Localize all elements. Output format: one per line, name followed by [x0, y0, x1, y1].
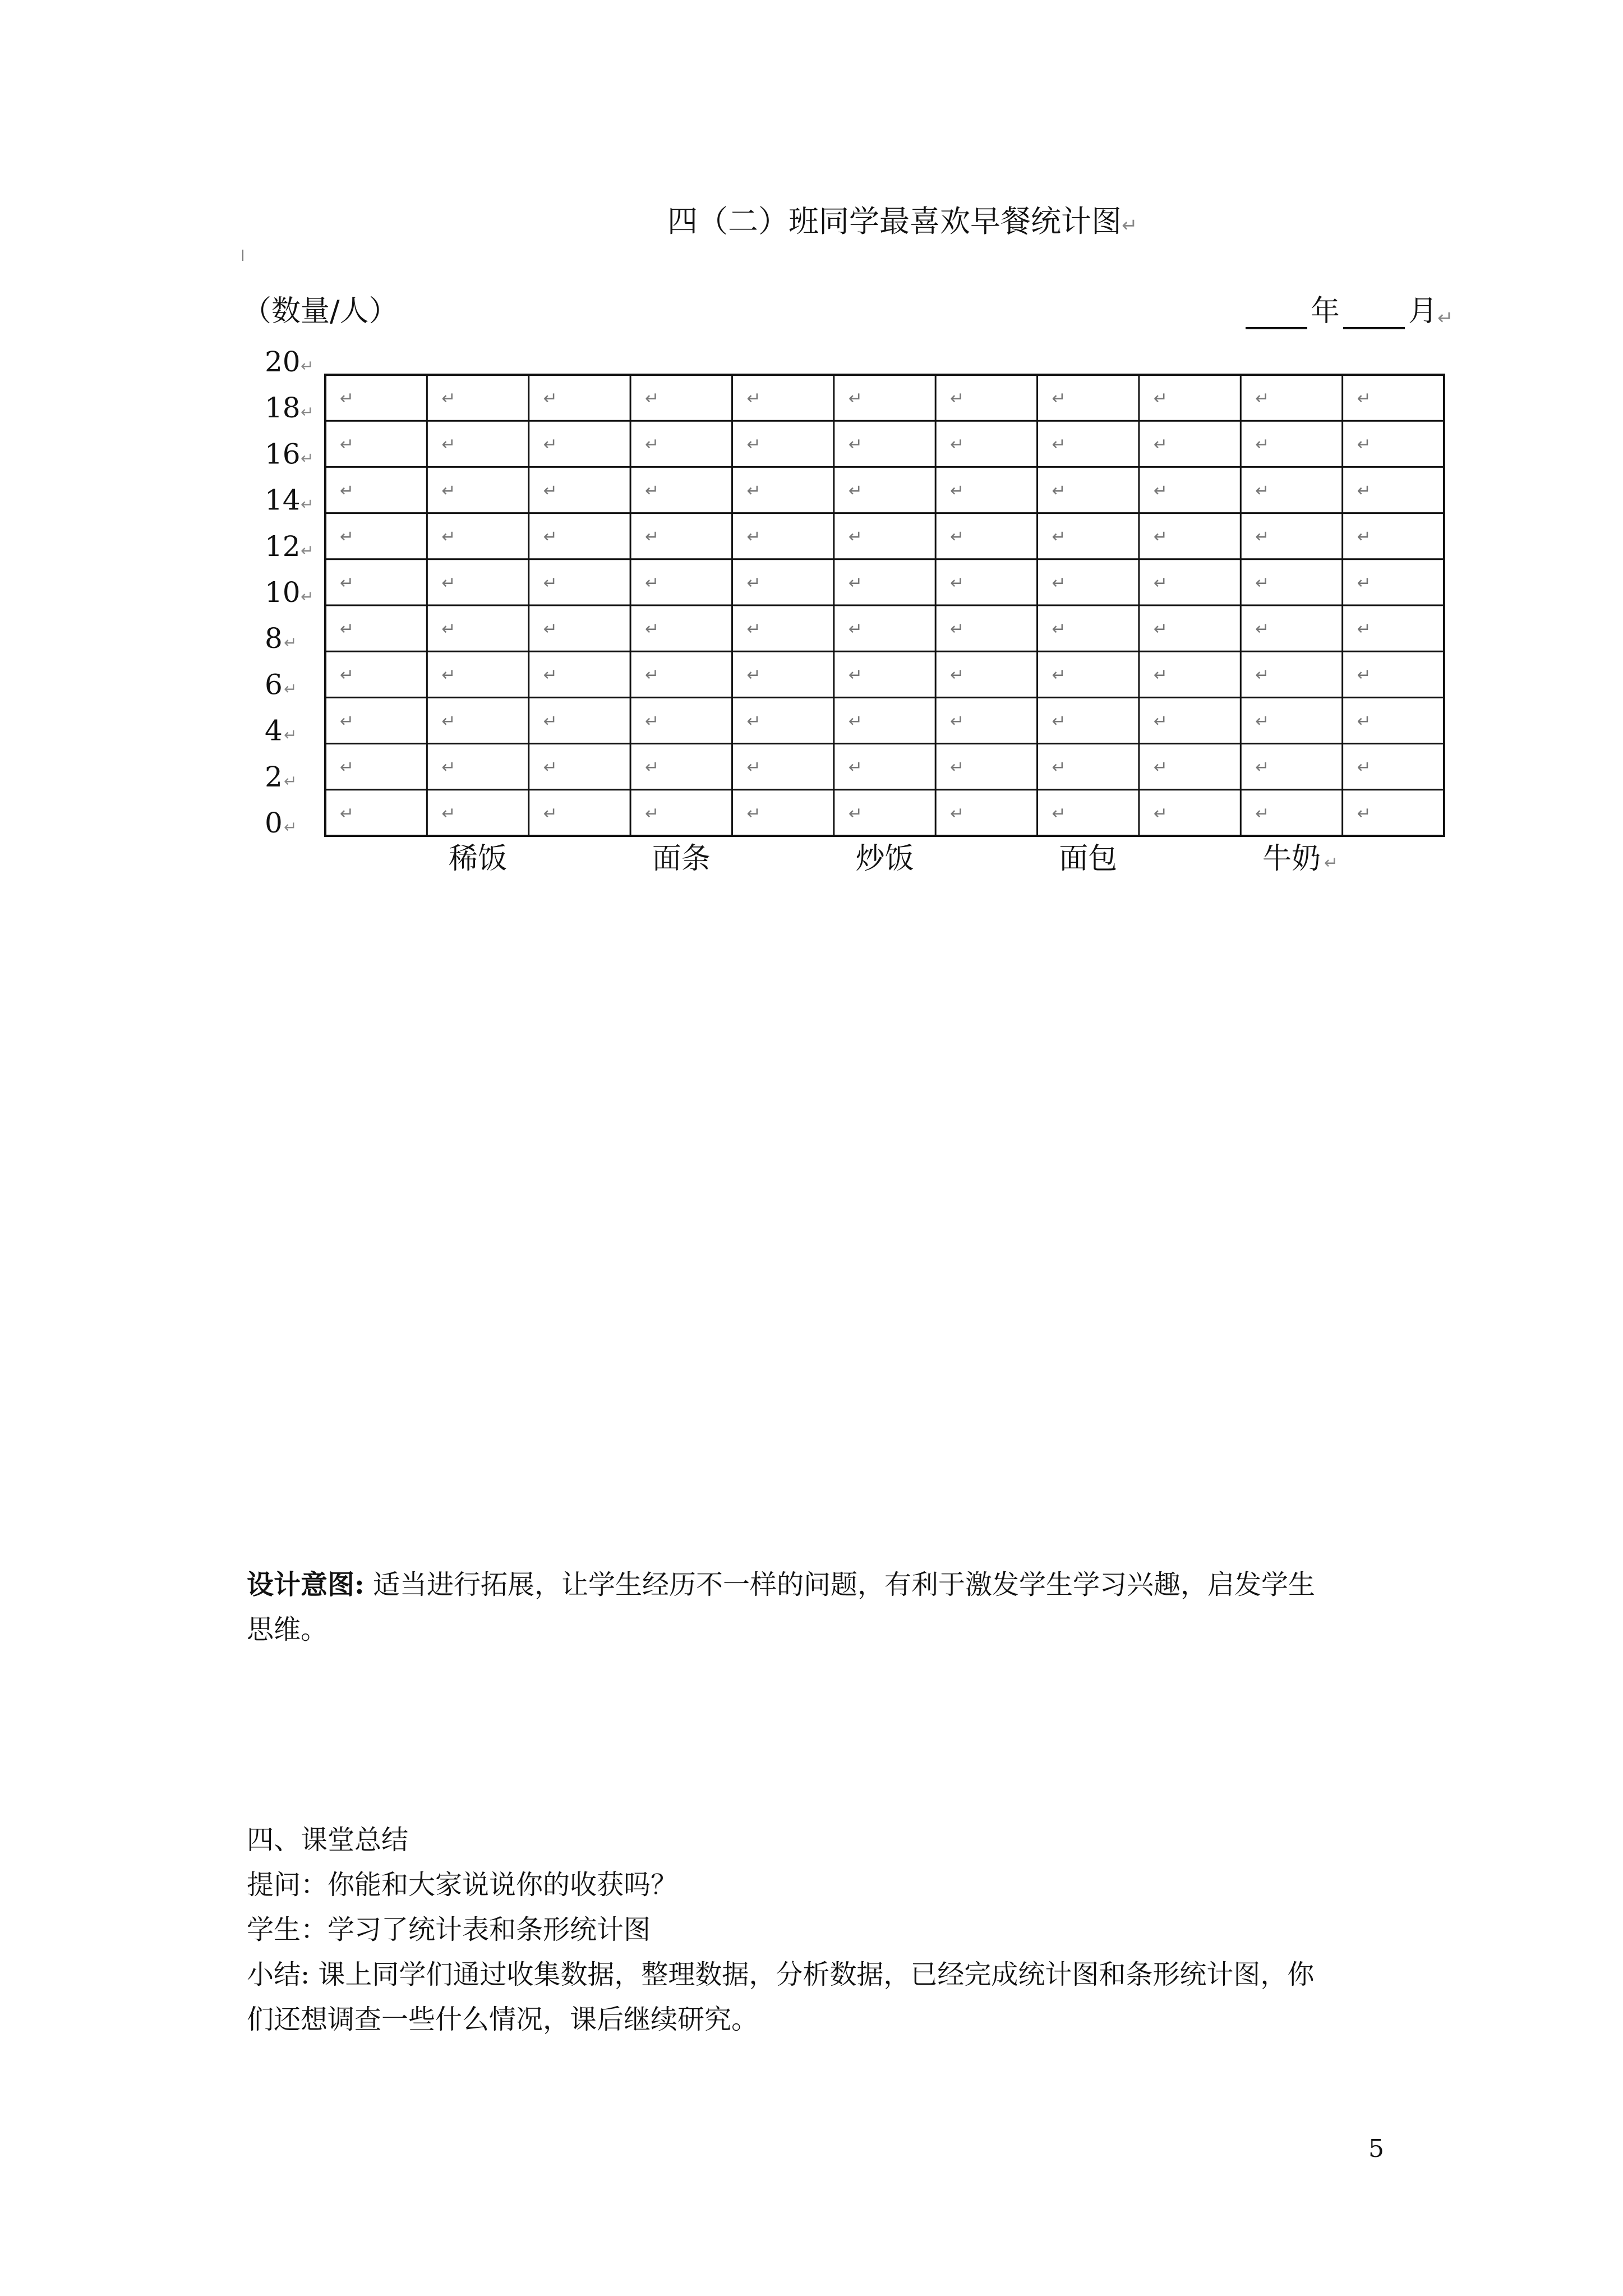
cell-paragraph-mark-icon: ↵: [1153, 665, 1168, 685]
cell-paragraph-mark-icon: ↵: [543, 527, 557, 547]
cell-paragraph-mark-icon: ↵: [848, 757, 863, 777]
cell-paragraph-mark-icon: ↵: [848, 803, 863, 823]
tick-paragraph-mark-icon: ↵: [301, 495, 314, 514]
summary-conclusion-line2: 们还想调查一些什么情况，课后继续研究。: [247, 2004, 759, 2035]
cell-paragraph-mark-icon: ↵: [1255, 481, 1270, 501]
cell-paragraph-mark-icon: ↵: [1255, 389, 1270, 408]
cell-paragraph-mark-icon: ↵: [746, 757, 761, 777]
cell-paragraph-mark-icon: ↵: [441, 757, 456, 777]
y-tick-label: 20: [265, 346, 301, 378]
cell-paragraph-mark-icon: ↵: [848, 389, 863, 408]
y-tick-label: 12: [265, 530, 301, 563]
cell-paragraph-mark-icon: ↵: [543, 711, 557, 731]
y-tick-label: 16: [265, 438, 301, 471]
cell-paragraph-mark-icon: ↵: [543, 803, 557, 823]
cell-paragraph-mark-icon: ↵: [950, 803, 965, 823]
cell-paragraph-mark-icon: ↵: [1255, 757, 1270, 777]
tick-paragraph-mark-icon: ↵: [301, 403, 314, 422]
cell-paragraph-mark-icon: ↵: [340, 481, 354, 501]
cell-paragraph-mark-icon: ↵: [1153, 757, 1168, 777]
cell-paragraph-mark-icon: ↵: [1357, 481, 1371, 501]
cell-paragraph-mark-icon: ↵: [1052, 435, 1066, 455]
cell-paragraph-mark-icon: ↵: [645, 527, 660, 547]
design-intent-label: 设计意图:: [247, 1569, 365, 1600]
cell-paragraph-mark-icon: ↵: [1153, 619, 1168, 639]
cell-paragraph-mark-icon: ↵: [543, 435, 557, 455]
cell-paragraph-mark-icon: ↵: [1153, 389, 1168, 408]
date-fill-line: [1242, 287, 1454, 329]
cell-paragraph-mark-icon: ↵: [746, 711, 761, 731]
cell-paragraph-mark-icon: ↵: [543, 757, 557, 777]
x-category-label: 牛奶: [1262, 842, 1321, 876]
cell-paragraph-mark-icon: ↵: [543, 573, 557, 593]
tick-paragraph-mark-icon: ↵: [284, 818, 297, 836]
cell-paragraph-mark-icon: ↵: [340, 619, 354, 639]
cell-paragraph-mark-icon: ↵: [1357, 711, 1371, 731]
cell-paragraph-mark-icon: ↵: [950, 481, 965, 501]
cell-paragraph-mark-icon: ↵: [848, 619, 863, 639]
month-blank: [1343, 298, 1405, 329]
cell-paragraph-mark-icon: ↵: [1153, 573, 1168, 593]
page-number: 5: [1368, 2134, 1384, 2163]
cell-paragraph-mark-icon: ↵: [1153, 481, 1168, 501]
cell-paragraph-mark-icon: ↵: [645, 619, 660, 639]
cell-paragraph-mark-icon: ↵: [1153, 711, 1168, 731]
cursor-mark: [242, 250, 243, 261]
cell-paragraph-mark-icon: ↵: [1052, 665, 1066, 685]
cell-paragraph-mark-icon: ↵: [340, 711, 354, 731]
cell-paragraph-mark-icon: ↵: [848, 665, 863, 685]
cell-paragraph-mark-icon: ↵: [1255, 435, 1270, 455]
summary-student: 学生：学习了统计表和条形统计图: [247, 1914, 651, 1945]
y-tick-label: 4: [265, 714, 283, 747]
cell-paragraph-mark-icon: ↵: [1255, 573, 1270, 593]
cell-paragraph-mark-icon: ↵: [1255, 803, 1270, 823]
year-blank: [1246, 298, 1307, 329]
cell-paragraph-mark-icon: ↵: [441, 389, 456, 408]
cell-paragraph-mark-icon: ↵: [950, 527, 965, 547]
cell-paragraph-mark-icon: ↵: [746, 435, 761, 455]
cell-paragraph-mark-icon: ↵: [340, 573, 354, 593]
cell-paragraph-mark-icon: ↵: [1357, 435, 1371, 455]
cell-paragraph-mark-icon: ↵: [340, 757, 354, 777]
cell-paragraph-mark-icon: ↵: [1357, 527, 1371, 547]
category-paragraph-mark-icon: ↵: [1324, 853, 1339, 873]
tick-paragraph-mark-icon: ↵: [284, 725, 297, 744]
month-label: 月: [1408, 295, 1438, 328]
x-category-label: 面条: [652, 842, 711, 876]
y-tick-label: 10: [265, 576, 301, 609]
y-axis-unit-label: （数量/人）: [242, 295, 398, 328]
cell-paragraph-mark-icon: ↵: [340, 435, 354, 455]
cell-paragraph-mark-icon: ↵: [950, 711, 965, 731]
cell-paragraph-mark-icon: ↵: [1153, 803, 1168, 823]
tick-paragraph-mark-icon: ↵: [284, 771, 297, 790]
cell-paragraph-mark-icon: ↵: [1357, 757, 1371, 777]
cell-paragraph-mark-icon: ↵: [950, 619, 965, 639]
cell-paragraph-mark-icon: ↵: [1255, 665, 1270, 685]
cell-paragraph-mark-icon: ↵: [645, 435, 660, 455]
cell-paragraph-mark-icon: ↵: [1052, 803, 1066, 823]
cell-paragraph-mark-icon: ↵: [441, 619, 456, 639]
tick-paragraph-mark-icon: ↵: [301, 357, 314, 375]
cell-paragraph-mark-icon: ↵: [746, 619, 761, 639]
tick-paragraph-mark-icon: ↵: [301, 587, 314, 606]
cell-paragraph-mark-icon: ↵: [1052, 527, 1066, 547]
cell-paragraph-mark-icon: ↵: [1153, 435, 1168, 455]
cell-paragraph-mark-icon: ↵: [645, 573, 660, 593]
cell-paragraph-mark-icon: ↵: [746, 527, 761, 547]
cell-paragraph-mark-icon: ↵: [543, 665, 557, 685]
cell-paragraph-mark-icon: ↵: [1052, 481, 1066, 501]
x-category-label: 面包: [1059, 842, 1118, 876]
cell-paragraph-mark-icon: ↵: [1052, 757, 1066, 777]
cell-paragraph-mark-icon: ↵: [1153, 527, 1168, 547]
cell-paragraph-mark-icon: ↵: [746, 573, 761, 593]
cell-paragraph-mark-icon: ↵: [340, 389, 354, 408]
summary-question: 提问：你能和大家说说你的收获吗？: [247, 1869, 678, 1901]
cell-paragraph-mark-icon: ↵: [950, 573, 965, 593]
paragraph-mark-icon: ↵: [1122, 214, 1138, 237]
cell-paragraph-mark-icon: ↵: [441, 527, 456, 547]
y-tick-label: 18: [265, 392, 301, 425]
paragraph-mark-icon: ↵: [1437, 307, 1454, 329]
cell-paragraph-mark-icon: ↵: [441, 665, 456, 685]
cell-paragraph-mark-icon: ↵: [1052, 389, 1066, 408]
cell-paragraph-mark-icon: ↵: [1357, 803, 1371, 823]
tick-paragraph-mark-icon: ↵: [284, 633, 297, 652]
cell-paragraph-mark-icon: ↵: [645, 711, 660, 731]
cell-paragraph-mark-icon: ↵: [950, 665, 965, 685]
cell-paragraph-mark-icon: ↵: [1255, 711, 1270, 731]
bar-chart-grid: [236, 342, 1458, 898]
cell-paragraph-mark-icon: ↵: [1357, 573, 1371, 593]
year-label: 年: [1311, 295, 1340, 328]
y-tick-label: 0: [265, 807, 283, 839]
cell-paragraph-mark-icon: ↵: [645, 665, 660, 685]
cell-paragraph-mark-icon: ↵: [848, 481, 863, 501]
cell-paragraph-mark-icon: ↵: [848, 527, 863, 547]
cell-paragraph-mark-icon: ↵: [441, 481, 456, 501]
cell-paragraph-mark-icon: ↵: [1357, 389, 1371, 408]
summary-conclusion-line1: 小结: 课上同学们通过收集数据，整理数据，分析数据，已经完成统计图和条形统计图，你: [247, 1959, 1315, 1990]
cell-paragraph-mark-icon: ↵: [1052, 619, 1066, 639]
y-tick-label: 8: [265, 622, 283, 655]
cell-paragraph-mark-icon: ↵: [645, 803, 660, 823]
cell-paragraph-mark-icon: ↵: [543, 481, 557, 501]
cell-paragraph-mark-icon: ↵: [848, 435, 863, 455]
cell-paragraph-mark-icon: ↵: [1255, 619, 1270, 639]
cell-paragraph-mark-icon: ↵: [950, 435, 965, 455]
cell-paragraph-mark-icon: ↵: [543, 389, 557, 408]
cell-paragraph-mark-icon: ↵: [1052, 711, 1066, 731]
cell-paragraph-mark-icon: ↵: [340, 665, 354, 685]
cell-paragraph-mark-icon: ↵: [1052, 573, 1066, 593]
cell-paragraph-mark-icon: ↵: [645, 389, 660, 408]
y-tick-label: 14: [265, 484, 301, 517]
y-tick-label: 6: [265, 668, 283, 701]
summary-heading: 四、课堂总结: [247, 1824, 409, 1856]
cell-paragraph-mark-icon: ↵: [950, 757, 965, 777]
cell-paragraph-mark-icon: ↵: [645, 757, 660, 777]
x-category-label: 炒饭: [855, 842, 914, 876]
tick-paragraph-mark-icon: ↵: [301, 449, 314, 468]
cell-paragraph-mark-icon: ↵: [340, 527, 354, 547]
y-tick-label: 2: [265, 760, 283, 793]
cell-paragraph-mark-icon: ↵: [1255, 527, 1270, 547]
cell-paragraph-mark-icon: ↵: [1357, 619, 1371, 639]
cell-paragraph-mark-icon: ↵: [441, 711, 456, 731]
tick-paragraph-mark-icon: ↵: [301, 541, 314, 560]
cell-paragraph-mark-icon: ↵: [340, 803, 354, 823]
cell-paragraph-mark-icon: ↵: [746, 803, 761, 823]
chart-title: 四（二）班同学最喜欢早餐统计图↵: [667, 204, 1138, 239]
cell-paragraph-mark-icon: ↵: [848, 711, 863, 731]
cell-paragraph-mark-icon: ↵: [746, 481, 761, 501]
cell-paragraph-mark-icon: ↵: [441, 435, 456, 455]
cell-paragraph-mark-icon: ↵: [848, 573, 863, 593]
x-category-label: 稀饭: [449, 842, 508, 876]
cell-paragraph-mark-icon: ↵: [441, 573, 456, 593]
cell-paragraph-mark-icon: ↵: [746, 665, 761, 685]
cell-paragraph-mark-icon: ↵: [1357, 665, 1371, 685]
cell-paragraph-mark-icon: ↵: [645, 481, 660, 501]
cell-paragraph-mark-icon: ↵: [543, 619, 557, 639]
design-intent-line1: 设计意图: 适当进行拓展，让学生经历不一样的问题，有利于激发学生学习兴趣，启发学生: [247, 1569, 1316, 1600]
tick-paragraph-mark-icon: ↵: [284, 679, 297, 698]
cell-paragraph-mark-icon: ↵: [441, 803, 456, 823]
cell-paragraph-mark-icon: ↵: [950, 389, 965, 408]
cell-paragraph-mark-icon: ↵: [746, 389, 761, 408]
design-intent-line2: 思维。: [247, 1614, 328, 1645]
